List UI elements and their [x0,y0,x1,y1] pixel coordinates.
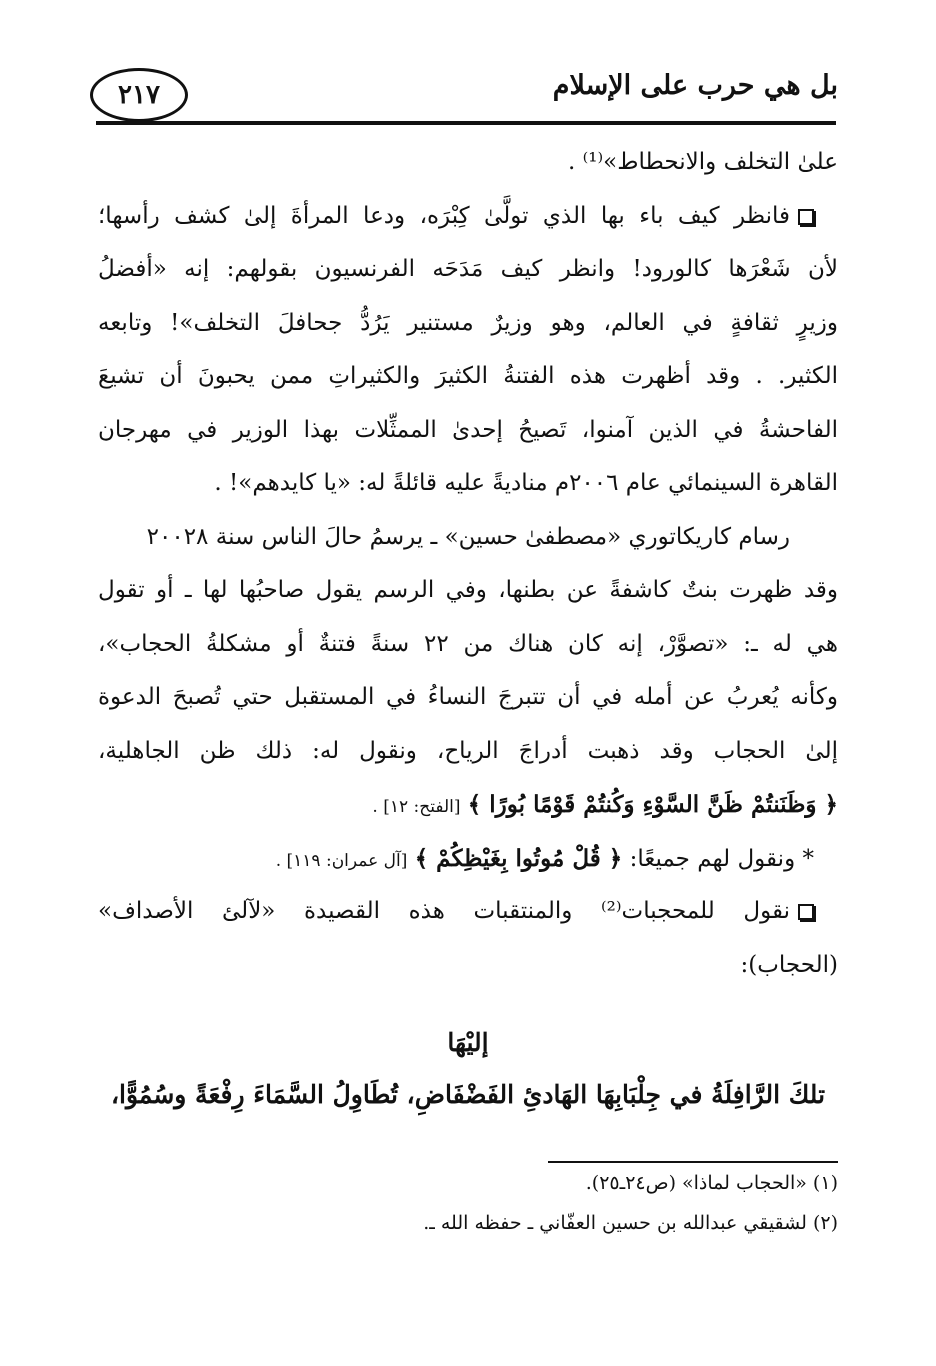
paragraph-line [98,885,838,939]
poem-line: تلكَ الرَّافِلَةُ في جِلْبَابِهَا الهَادئِ الفَضْفَاضِ، تُطَاوِلُ السَّمَاءَ رِفْعَةً وسُمُوًّا، [110,1080,826,1109]
text-line: الفاحشةُ في الذين آمنوا، تَصيحُ إحدىٰ الممثِّلات بهذا الوزير في مهرجان [98,416,838,443]
page-number: ٢١٧ [118,80,160,110]
text-line: إلىٰ الحجاب وقد ذهبت أدراجَ الرياح، ونقول له: ذلك ظن الجاهلية، [98,737,838,764]
footnote: (٢) لشقيقي عبدالله بن حسين العفّاني ـ حفظه الله ـ. [423,1212,838,1234]
header-rule [96,121,836,125]
text-line: الكثير. . وقد أظهرت هذه الفتنةُ الكثيرَ والكثيراتِ ممن يحبونَ أن تشيعَ [98,363,838,389]
text-line: وكأنه يُعربُ عن أمله في أن تتبرجَ النساءُ في المستقبل حتي تُصبحَ الدعوة [98,684,838,710]
verse-reference: [آل عمران: ١١٩] . [275,850,408,871]
verse-intro: * ونقول لهم جميعًا: [629,845,814,872]
quran-verse: ﴿ وَظَنَنتُمْ ظَنَّ السَّوْءِ وَكُنتُمْ قَوْمًا بُورًا ﴾ [467,791,838,818]
footnote: (١) «الحجاب لماذا» (ص٢٤ـ٢٥). [585,1172,838,1194]
poem-title: إليْهَا [447,1028,489,1057]
verse-line [98,832,838,886]
text-line: وقد ظهرت بنتٌ كاشفةً عن بطنها، وفي الرسم يقول صاحبُها لها ـ أو تقول [98,577,838,603]
quran-verse: ﴿ قُلْ مُوتُوا بِغَيْظِكُمْ ﴾ [414,844,623,872]
verse-reference: [الفتح: ١٢] . [372,797,461,817]
text-line: رسام كاريكاتوري «مصطفىٰ حسين» ـ يرسمُ حالَ الناس سنة ٢٠٠٢٨ [146,523,790,550]
square-bullet-icon [798,209,814,225]
text-line: علىٰ التخلف والانحطاط»⁽¹⁾ . [568,149,838,175]
text-line: فانظر كيف باء بها الذي تولَّىٰ كِبْرَه، ودعا المرأةَ إلىٰ كشف رأسها؛ [98,202,790,229]
text-line: نقول للمحجبات⁽²⁾ والمنتقبات هذه القصيدة «لآلئ الأصداف» [98,898,790,924]
text-line: لأن شَعْرَها كالورود! وانظر كيف مَدَحَه الفرنسيون بقولهم: إنه «أفضلُ [98,256,838,282]
text-line: هي له ـ: «تصوَّرْ، إنه كان هناك من ٢٢ سنةً فتنةٌ أو مشكلةُ الحجاب»، [98,630,838,657]
footnote-rule [548,1161,838,1163]
text-line: وزيرٍ ثقافةٍ في العالم، وهو وزيرٌ مستنير يَرُدُّ جحافلَ التخلف»! وتابعه [98,309,838,336]
page-number-badge [90,68,188,122]
square-bullet-icon [798,904,814,920]
running-header-title: بل هي حرب على الإسلام [552,70,838,101]
body-text [98,136,838,992]
text-line: (الحجاب): [740,951,838,978]
paragraph-line [98,190,838,244]
verse-line [98,778,838,832]
text-line: القاهرة السينمائي عام ٢٠٠٦م مناديةً عليه قائلةً له: «يا كايدهم»! . [214,470,838,496]
